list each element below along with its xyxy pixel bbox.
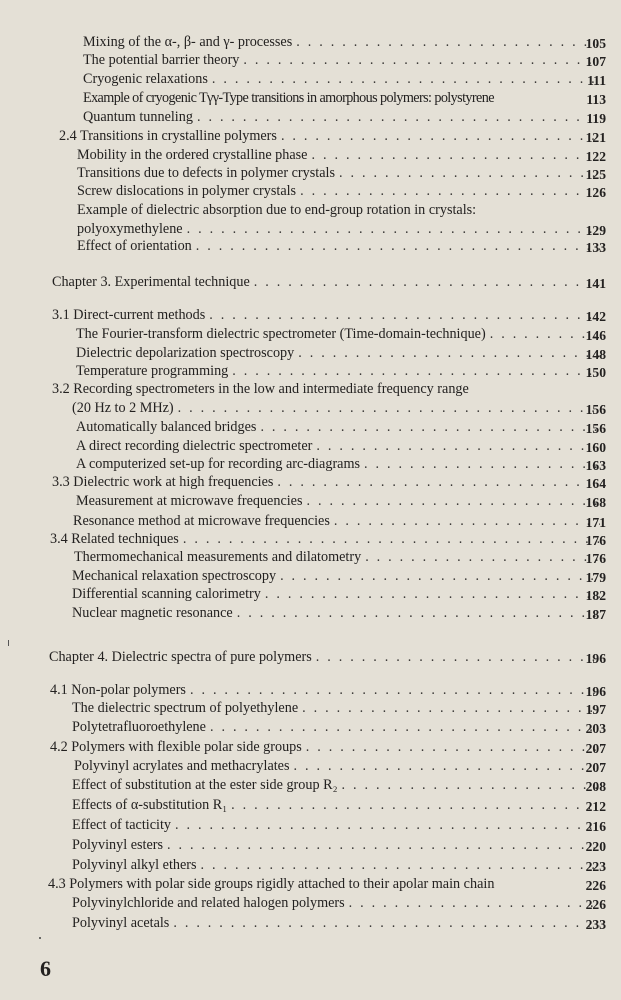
dot-leader: [167, 836, 600, 854]
toc-entry: [83, 89, 606, 107]
toc-entry-page: 111: [587, 73, 606, 88]
dot-leader: [178, 399, 600, 417]
toc-entry-page: 176: [585, 533, 606, 548]
toc-entry: [72, 816, 606, 834]
toc-entry-page: 179: [585, 570, 606, 585]
toc-entry-title: Polyvinyl acetals: [72, 915, 170, 931]
toc-entry-page: 142: [585, 309, 606, 324]
toc-entry: [48, 875, 606, 893]
toc-entry-title: Effects of α-substitution R₁: [72, 797, 228, 813]
toc-entry: [72, 796, 606, 814]
toc-entry: [83, 51, 606, 69]
dot-leader: [277, 473, 600, 491]
toc-entry-page: 203: [585, 721, 606, 736]
toc-entry-page: 196: [585, 684, 606, 699]
toc-entry-page: 187: [585, 607, 606, 622]
toc-entry-title: 3.3 Dielectric work at high frequencies: [52, 474, 274, 490]
toc-entry: [72, 836, 606, 854]
toc-entry-title: Differential scanning calorimetry: [72, 586, 261, 602]
toc-entry: [72, 399, 606, 417]
page-number: 6: [40, 956, 51, 981]
toc-entry: [76, 437, 606, 455]
toc-entry: [50, 738, 606, 756]
toc-entry-page: 207: [585, 760, 606, 775]
toc-entry-title: Polyvinyl alkyl ethers: [72, 857, 197, 873]
toc-entry-page: 107: [585, 54, 606, 69]
toc-entry-title: Cryogenic relaxations: [83, 71, 208, 87]
toc-entry-page: 148: [585, 347, 606, 362]
toc-entry-title: Nuclear magnetic resonance: [72, 605, 233, 621]
toc-entry-title: A direct recording dielectric spectrometer: [76, 438, 313, 454]
dot-leader: [212, 70, 600, 88]
toc-entry-title: Dielectric depolarization spectroscopy: [76, 345, 295, 361]
dot-leader: [183, 530, 600, 548]
toc-entry: [83, 33, 606, 51]
dot-leader: [298, 344, 600, 362]
toc-entry-title: Polyvinyl acrylates and methacrylates: [74, 758, 290, 774]
toc-entry: [72, 699, 606, 717]
toc-entry: [77, 146, 606, 164]
toc-entry-page: 226: [585, 897, 606, 912]
toc-entry-page: 182: [585, 588, 606, 603]
toc-entry-page: 226: [585, 878, 606, 893]
toc-entry: [72, 604, 606, 622]
toc-entry-page: 212: [585, 799, 606, 814]
toc-entry: [83, 70, 606, 88]
dot-leader: [231, 796, 600, 814]
dot-leader: [190, 681, 600, 699]
dot-leader: [197, 108, 600, 126]
toc-entry-title: 3.4 Related techniques: [50, 531, 179, 547]
toc-entry: [72, 718, 606, 736]
toc-entry-page: 160: [585, 440, 606, 455]
toc-entry-page: 121: [585, 130, 606, 145]
dot-leader: [265, 585, 600, 603]
dot-leader: [243, 51, 600, 69]
toc-entry-title: Example of dielectric absorption due to end-group rotation in crystals:: [77, 202, 477, 218]
toc-entry: [76, 344, 606, 362]
toc-entry-page: 141: [585, 276, 606, 291]
toc-entry-title: Example of cryogenic Tγγ-Type transitions in amorphous polymers: polystyrene: [83, 90, 494, 106]
toc-entry-page: 105: [585, 36, 606, 51]
toc-entry-title: The potential barrier theory: [83, 52, 240, 68]
toc-entry: [77, 237, 606, 255]
toc-entry-page: 126: [585, 185, 606, 200]
toc-entry: [77, 182, 606, 200]
dot-leader: [300, 182, 600, 200]
toc-entry-page: 207: [585, 741, 606, 756]
toc-entry: [76, 455, 606, 473]
toc-entry-page: 197: [585, 702, 606, 717]
toc-entry: [50, 530, 606, 548]
toc-entry-page: 164: [585, 476, 606, 491]
toc-entry-page: 220: [585, 839, 606, 854]
toc-entry-page: 163: [585, 458, 606, 473]
toc-entry: [76, 362, 606, 380]
dot-leader: [187, 220, 600, 238]
toc-entry-title: Effect of orientation: [77, 238, 192, 254]
dot-leader: [196, 237, 600, 255]
toc-entry-page: 122: [585, 149, 606, 164]
toc-entry-title: Polyvinyl esters: [72, 837, 164, 853]
dot-leader: [201, 856, 600, 874]
toc-entry: [72, 567, 606, 585]
toc-entry: [72, 914, 606, 932]
toc-entry: [50, 681, 606, 699]
toc-entry-page: 146: [585, 328, 606, 343]
dot-leader: [175, 816, 600, 834]
toc-entry-title: 3.2 Recording spectrometers in the low and intermediate frequency range: [52, 381, 469, 397]
toc-entry-page: 156: [585, 421, 606, 436]
toc-entry: [52, 306, 606, 324]
dot-leader: [294, 757, 600, 775]
toc-entry-page: 176: [585, 551, 606, 566]
toc-entry-title: Polytetrafluoroethylene: [72, 719, 206, 735]
toc-entry-page: 168: [585, 495, 606, 510]
toc-entry: [76, 418, 606, 436]
toc-entry-title: Resonance method at microwave frequencies: [73, 513, 330, 529]
dot-leader: [364, 455, 600, 473]
toc-entry-page: 171: [585, 515, 606, 530]
toc-entry: [59, 127, 606, 145]
toc-entry: [83, 108, 606, 126]
toc-entry-title: polyoxymethylene: [77, 221, 183, 237]
toc-entry-title: Effect of tacticity: [72, 817, 172, 833]
toc-entry: [76, 492, 606, 510]
toc-entry: [74, 548, 606, 566]
toc-entry-page: 223: [585, 859, 606, 874]
dot-leader: [209, 306, 600, 324]
toc-entry-title: Thermomechanical measurements and dilatometry: [74, 549, 362, 565]
toc-entry: [77, 220, 606, 238]
toc-entry-title: Mixing of the α-, β- and γ- processes: [83, 34, 293, 50]
toc-entry: [77, 201, 606, 219]
toc-entry-title: 4.3 Polymers with polar side groups rigidly attached to their apolar main chain: [48, 876, 495, 892]
dot-leader: [210, 718, 600, 736]
toc-entry-title: 4.1 Non-polar polymers: [50, 682, 186, 698]
dot-leader: [342, 776, 600, 794]
dot-leader: [316, 437, 600, 455]
dot-leader: [281, 127, 600, 145]
margin-mark: [39, 937, 41, 939]
dot-leader: [254, 273, 600, 291]
toc-entry: [76, 325, 606, 343]
toc-entry-title: Temperature programming: [76, 363, 229, 379]
dot-leader: [365, 548, 600, 566]
toc-entry: [74, 757, 606, 775]
dot-leader: [316, 648, 600, 666]
toc-entry-title: The Fourier-transform dielectric spectrometer (Time-domain-technique): [76, 326, 486, 342]
toc-entry: [52, 473, 606, 491]
toc-entry-title: Quantum tunneling: [83, 109, 193, 125]
toc-entry-title: Screw dislocations in polymer crystals: [77, 183, 297, 199]
toc-entry: [52, 273, 606, 291]
dot-leader: [237, 604, 600, 622]
toc-entry: [52, 380, 606, 398]
toc-entry-title: (20 Hz to 2 MHz): [72, 400, 174, 416]
dot-leader: [302, 699, 600, 717]
toc-entry-title: Chapter 4. Dielectric spectra of pure polymers: [49, 649, 312, 665]
dot-leader: [260, 418, 600, 436]
toc-entry: [72, 585, 606, 603]
toc-entry-title: The dielectric spectrum of polyethylene: [72, 700, 299, 716]
dot-leader: [280, 567, 600, 585]
toc-entry-page: 196: [585, 651, 606, 666]
toc-entry: [49, 648, 606, 666]
dot-leader: [349, 894, 600, 912]
toc-entry-title: Transitions due to defects in polymer crystals: [77, 165, 335, 181]
margin-mark: [8, 640, 9, 646]
toc-entry-title: Mechanical relaxation spectroscopy: [72, 568, 277, 584]
toc-entry-title: Effect of substitution at the ester side group R₂: [72, 777, 338, 793]
toc-entry-page: 119: [586, 111, 606, 126]
toc-entry-title: Automatically balanced bridges: [76, 419, 257, 435]
toc-entry-title: Chapter 3. Experimental technique: [52, 274, 250, 290]
toc-entry: [72, 776, 606, 794]
dot-leader: [312, 146, 601, 164]
toc-entry-title: 2.4 Transitions in crystalline polymers: [59, 128, 277, 144]
dot-leader: [339, 164, 600, 182]
toc-entry-page: 156: [585, 402, 606, 417]
toc-entry-title: 4.2 Polymers with flexible polar side groups: [50, 739, 302, 755]
toc-entry: [72, 894, 606, 912]
toc-entry: [77, 164, 606, 182]
toc-entry-title: Measurement at microwave frequencies: [76, 493, 303, 509]
toc-entry-title: A computerized set-up for recording arc-diagrams: [76, 456, 361, 472]
toc-entry-title: Mobility in the ordered crystalline phase: [77, 147, 308, 163]
toc-entry-page: 133: [585, 240, 606, 255]
toc-entry: [73, 512, 606, 530]
toc-entry-page: 150: [585, 365, 606, 380]
toc-entry-page: 129: [585, 223, 606, 238]
dot-leader: [232, 362, 600, 380]
toc-entry-page: 216: [585, 819, 606, 834]
dot-leader: [334, 512, 600, 530]
toc-entry-page: 233: [585, 917, 606, 932]
toc-entry-title: Polyvinylchloride and related halogen polymers: [72, 895, 345, 911]
toc-entry-title: 3.1 Direct-current methods: [52, 307, 206, 323]
toc-entry: [72, 856, 606, 874]
toc-entry-page: 113: [586, 92, 606, 107]
dot-leader: [307, 492, 600, 510]
dot-leader: [173, 914, 600, 932]
toc-entry-page: 208: [585, 779, 606, 794]
dot-leader: [306, 738, 600, 756]
dot-leader: [296, 33, 600, 51]
toc-entry-page: 125: [585, 167, 606, 182]
